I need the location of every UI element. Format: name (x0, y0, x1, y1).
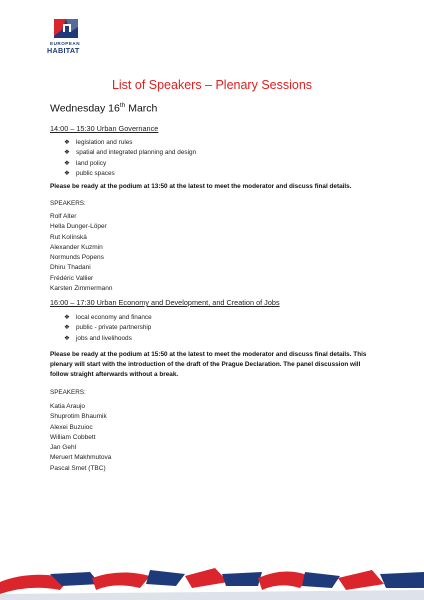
topic-item: ❖ land policy (64, 159, 196, 169)
speaker-name: Normunds Popens (50, 254, 104, 262)
speaker-name: Katia Araujo (50, 403, 86, 410)
habitat-emblem-icon (52, 16, 82, 40)
session2-speaker-list (50, 402, 111, 474)
speaker-name: Pascal Smet (TBC) (50, 464, 106, 472)
speaker-name: Hella Dunger-Löper (50, 223, 107, 231)
footer-decorative-banner (0, 560, 424, 600)
date-day: Wednesday 16 (50, 102, 120, 115)
speaker-name: Karsten Zimmermann (50, 285, 113, 293)
speaker-name: William Cobbett (50, 433, 96, 441)
page-title: List of Speakers – Plenary Sessions (111, 78, 313, 92)
speaker-name: Shuprotim Bhaumik (50, 413, 107, 421)
session1-heading: 14:00 – 15:30 Urban Governance (50, 124, 159, 133)
date-month: March (125, 102, 158, 115)
topic-item: ❖ spatial and integrated planning and design (64, 148, 196, 158)
speaker-name: Alexander Kuzmin (50, 243, 103, 251)
date-heading (50, 102, 157, 115)
speaker-name: Jan Gehl (50, 444, 77, 452)
topic-item: ❖ legislation and rules (64, 138, 196, 148)
session2-topics (64, 313, 152, 344)
session1-note: Please be ready at the podium at 13:50 at the latest to meet the moderator and discuss final details. (50, 183, 352, 190)
session1-topics (64, 138, 196, 180)
logo-line2: HABITAT (47, 46, 80, 55)
topic-item: ❖ local economy and finance (64, 313, 152, 323)
topic-item: ❖ jobs and livelihoods (64, 334, 152, 344)
session1-speakers-label: SPEAKERS: (50, 200, 86, 207)
session2-speakers-label: SPEAKERS: (50, 389, 86, 396)
speaker-name: Rut Kolínská (50, 233, 87, 241)
topic-item: ❖ public spaces (64, 169, 196, 179)
speaker-name: Rolf Alter (50, 213, 77, 220)
topic-item: ❖ public - private partnership (64, 323, 152, 333)
speaker-name: Alexei Buzuioc (50, 423, 93, 431)
session2-note: Please be ready at the podium at 15:50 at the latest to meet the moderator and discuss final details. This plenary will start with the introduction of the draft of the Prague Declaration. The panel discussion will follow straight afterwards without a break. (50, 351, 367, 379)
session1-speaker-list (50, 212, 113, 294)
european-habitat-logo (44, 16, 94, 55)
session2-heading: 16:00 – 17:30 Urban Economy and Development, and Creation of Jobs (50, 298, 280, 307)
speaker-name: Frédéric Vallier (50, 274, 94, 282)
speaker-name: Meruert Makhmutova (50, 454, 112, 462)
logo-line1: EUROPEAN (50, 41, 81, 46)
date-suffix: th (119, 102, 126, 109)
speaker-name: Dhiru Thadani (50, 264, 91, 272)
